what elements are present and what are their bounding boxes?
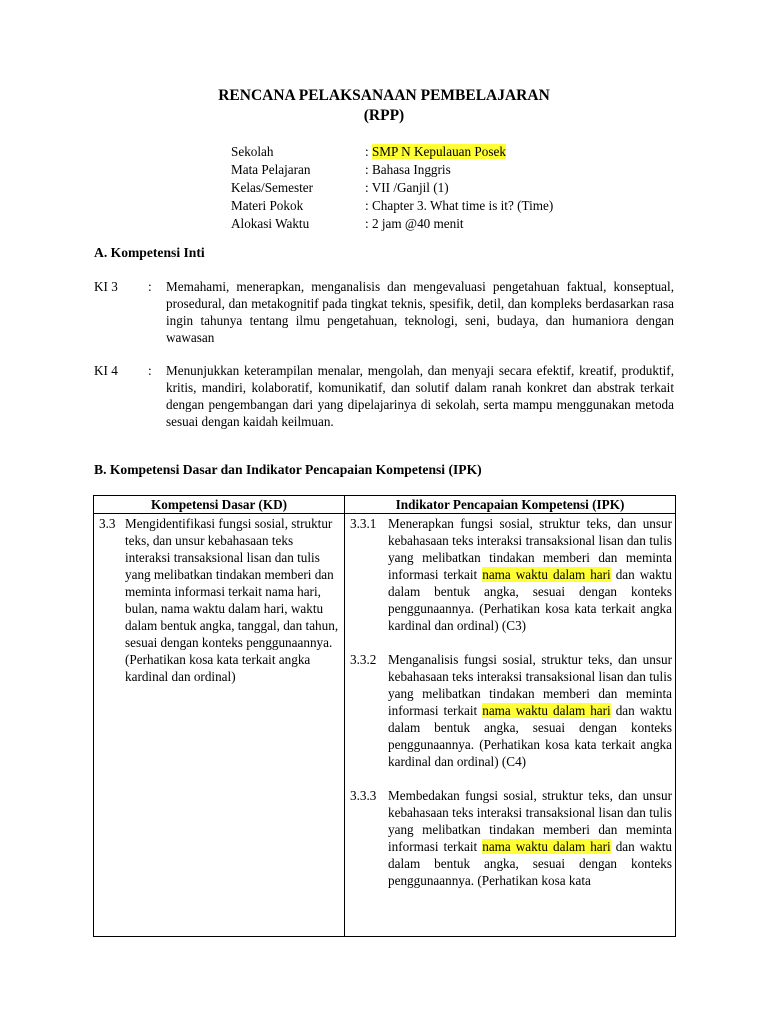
ki-colon: : [148, 279, 152, 294]
ki-item [94, 278, 674, 346]
meta-value: : Bahasa Inggris [365, 162, 451, 177]
kd-item [95, 515, 343, 685]
column-header-ipk: Indikator Pencapaian Kompetensi (IPK) [345, 496, 676, 514]
ipk-item [346, 651, 674, 770]
meta-label: Mata Pelajaran [231, 162, 311, 177]
section-a-heading: A. Kompetensi Inti [94, 245, 205, 260]
highlighted-phrase: nama waktu dalam hari [482, 839, 611, 854]
competency-table [93, 495, 676, 937]
highlighted-school-name: SMP N Kepulauan Posek [371, 144, 506, 159]
document-title: RENCANA PELAKSANAAN PEMBELAJARAN [218, 87, 550, 104]
ipk-number: 3.3.3 [350, 788, 377, 803]
ipk-text: Membedakan fungsi sosial, struktur teks, dan unsur kebahasaan teks interaksi transaksional lisan dan tulis yang melibatkan tindakan memberi dan meminta informasi terkait nama waktu dalam hari dan waktu dalam bentuk angka, sesuai dengan konteks penggunaannya. (Perhatikan kosa kata [388, 788, 672, 888]
meta-label: Alokasi Waktu [231, 216, 310, 231]
meta-label: Materi Pokok [231, 198, 304, 213]
table-row [94, 514, 676, 937]
identity-block [231, 143, 553, 233]
ki-item [94, 362, 674, 430]
ki-text: Memahami, menerapkan, menganalisis dan mengevaluasi pengetahuan faktual, konseptual, prosedural, dan metakognitif pada tingkat teknis, spesifik, detil, dan kompleks berdasarkan rasa ingin tahunya tentang ilmu pengetahuan, teknologi, seni, budaya, dan humaniora dengan wawasan [166, 279, 674, 345]
meta-label: Kelas/Semester [231, 180, 314, 195]
section-b-heading: B. Kompetensi Dasar dan Indikator Pencapaian Kompetensi (IPK) [94, 462, 482, 477]
meta-row-school [231, 143, 553, 161]
meta-value: : VII /Ganjil (1) [365, 180, 449, 195]
ki-code: KI 3 [94, 279, 118, 294]
highlighted-phrase: nama waktu dalam hari [482, 703, 611, 718]
meta-value: : Chapter 3. What time is it? (Time) [365, 198, 554, 213]
meta-label: Sekolah [231, 144, 274, 159]
column-header-kd: Kompetensi Dasar (KD) [94, 496, 345, 514]
ki-colon: : [148, 363, 152, 378]
ki-text: Menunjukkan keterampilan menalar, mengolah, dan menyaji secara efektif, kreatif, produktif, kritis, mandiri, kolaboratif, komunikatif, dan solutif dalam ranah konkret dan abstrak terkait dengan pengembangan dari yang dipelajarinya di sekolah, serta mampu menggunakan metoda sesuai dengan kaidah keilmuan. [166, 363, 674, 429]
ipk-cell [345, 514, 676, 937]
meta-row-subject [231, 161, 553, 179]
meta-row-topic [231, 197, 553, 215]
kd-text: Mengidentifikasi fungsi sosial, struktur teks, dan unsur kebahasaan teks interaksi transaksional lisan dan tulis yang melibatkan tindakan memberi dan meminta informasi terkait nama hari, bulan, nama waktu dalam hari, waktu dalam bentuk angka, tanggal, dan tahun, sesuai dengan konteks penggunaannya. (Perhatikan kosa kata terkait angka kardinal dan ordinal) [125, 516, 339, 684]
document-subtitle: (RPP) [363, 107, 405, 124]
meta-value: : SMP N Kepulauan Posek [365, 144, 506, 159]
meta-row-class-semester [231, 179, 553, 197]
table-header-row [94, 496, 676, 514]
ki-code: KI 4 [94, 363, 118, 378]
meta-value: : 2 jam @40 menit [365, 216, 464, 231]
meta-row-time-allocation [231, 215, 553, 233]
highlighted-phrase: nama waktu dalam hari [482, 567, 611, 582]
ipk-item [346, 787, 674, 889]
kd-cell [94, 514, 345, 937]
ipk-text: Menerapkan fungsi sosial, struktur teks, dan unsur kebahasaan teks interaksi transaksional lisan dan tulis yang melibatkan tindakan memberi dan meminta informasi terkait nama waktu dalam hari dan waktu dalam bentuk angka, sesuai dengan konteks penggunaannya. (Perhatikan kosa kata terkait angka kardinal dan ordinal) (C3) [388, 516, 672, 633]
ipk-number: 3.3.1 [350, 516, 377, 531]
ipk-number: 3.3.2 [350, 652, 377, 667]
ipk-text: Menganalisis fungsi sosial, struktur teks, dan unsur kebahasaan teks interaksi transaksional lisan dan tulis yang melibatkan tindakan memberi dan meminta informasi terkait nama waktu dalam hari dan waktu dalam bentuk angka, sesuai dengan konteks penggunaannya. (Perhatikan kosa kata terkait angka kardinal dan ordinal) (C4) [388, 652, 672, 769]
ipk-item [346, 515, 674, 634]
kd-number: 3.3 [99, 516, 116, 531]
